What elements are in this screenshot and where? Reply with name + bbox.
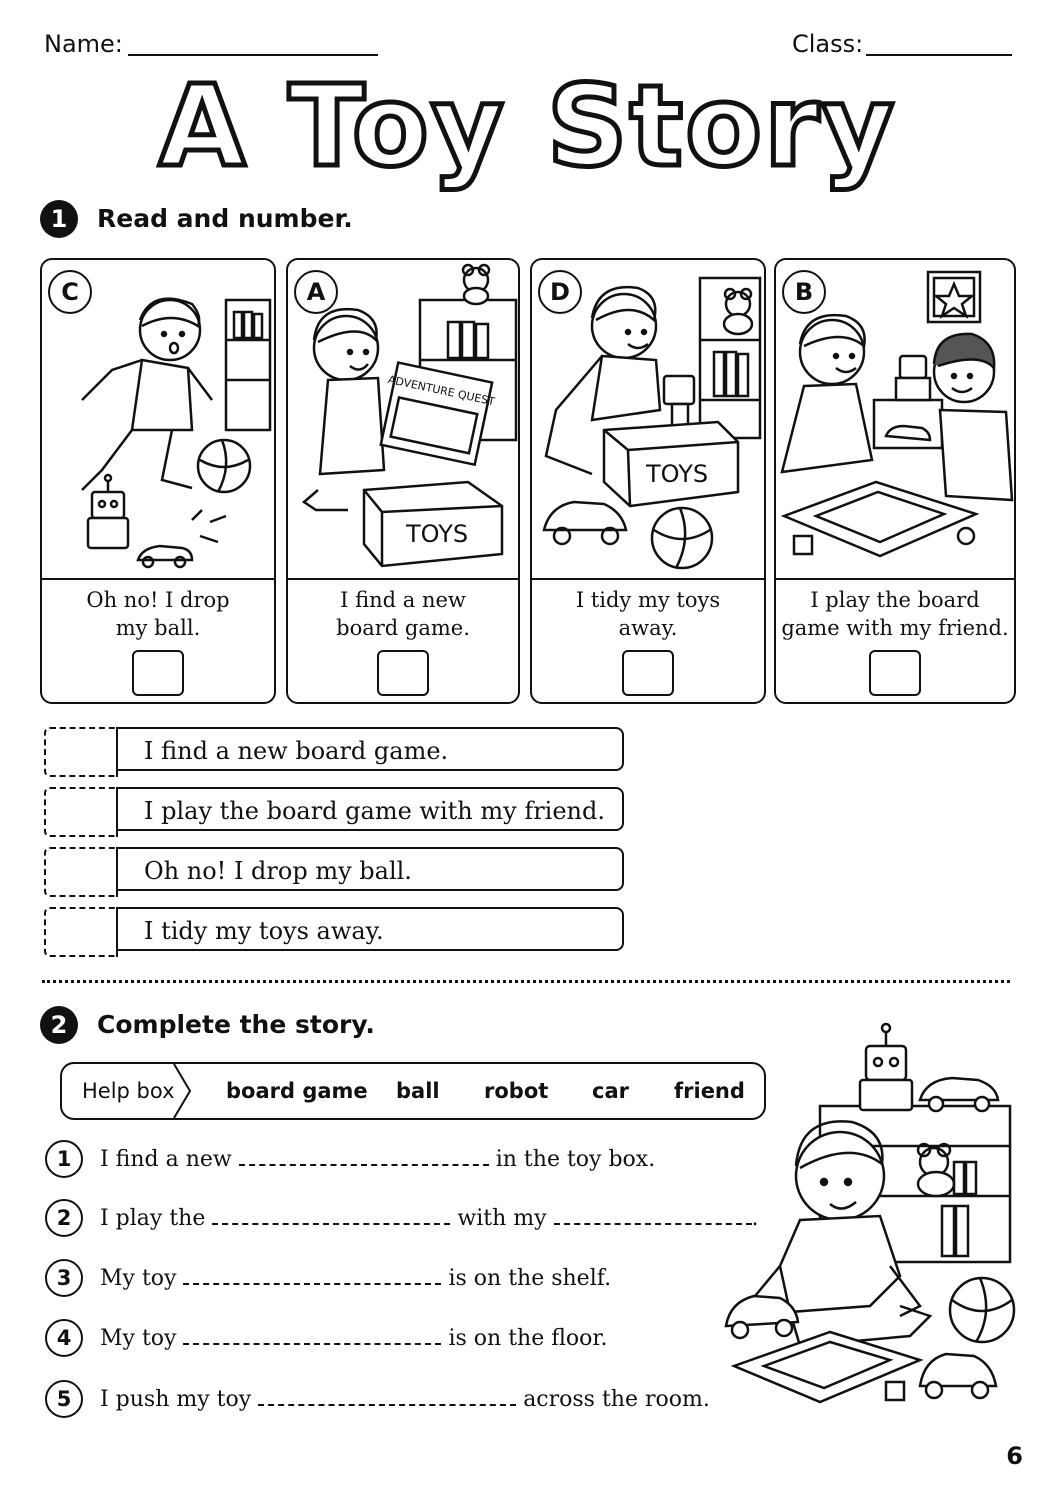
- chevron-right-icon: [170, 1064, 194, 1118]
- help-box-label: Help box: [82, 1079, 175, 1103]
- number-answer-box[interactable]: [377, 650, 429, 696]
- panel-letter-a: A: [294, 270, 338, 314]
- sentence-row-1: [44, 727, 624, 773]
- question-1: I find a new in the toy box.: [100, 1147, 656, 1172]
- panel-letter-c: C: [48, 270, 92, 314]
- question-4: My toy is on the floor.: [100, 1326, 608, 1351]
- help-box: [60, 1062, 766, 1120]
- help-word-ball: ball: [396, 1079, 440, 1103]
- question-3: My toy is on the shelf.: [100, 1266, 612, 1291]
- help-word-car: car: [592, 1079, 629, 1103]
- help-word-robot: robot: [484, 1079, 549, 1103]
- sentence-text: I tidy my toys away.: [116, 907, 624, 951]
- class-label: Class:: [792, 30, 864, 58]
- page-number: 6: [1006, 1442, 1023, 1470]
- toys-box-label: TOYS: [406, 520, 469, 548]
- panel-caption: I find a new board game.: [336, 588, 470, 640]
- question-number: 2: [45, 1199, 83, 1237]
- sentence-text: Oh no! I drop my ball.: [116, 847, 624, 891]
- story-panel-a: [286, 258, 520, 704]
- sentence-number-box[interactable]: [44, 847, 118, 897]
- name-label: Name:: [44, 30, 123, 58]
- game-box-label: ADVENTURE QUEST: [386, 372, 496, 409]
- story-panel-b: [774, 258, 1016, 704]
- boy-playing-with-toys-illustration: [720, 1016, 1020, 1416]
- question-number: 1: [45, 1140, 83, 1178]
- panel-letter-d: D: [538, 270, 582, 314]
- number-answer-box[interactable]: [622, 650, 674, 696]
- section-divider: [42, 980, 1010, 983]
- answer-blank[interactable]: [183, 1265, 441, 1285]
- sentence-number-box[interactable]: [44, 727, 118, 777]
- question-2: I play the with my .: [100, 1206, 759, 1231]
- question-number: 5: [45, 1380, 83, 1418]
- name-field[interactable]: [128, 54, 378, 56]
- story-panel-d: [530, 258, 766, 704]
- answer-blank[interactable]: [239, 1146, 489, 1166]
- story-panel-c: [40, 258, 276, 704]
- sentence-row-2: [44, 787, 624, 833]
- sentence-number-box[interactable]: [44, 787, 118, 837]
- question-number: 4: [45, 1319, 83, 1357]
- sentence-row-3: [44, 847, 624, 893]
- answer-blank[interactable]: [212, 1205, 450, 1225]
- question-5: I push my toy across the room.: [100, 1387, 710, 1412]
- section-1-number: 1: [40, 200, 78, 238]
- number-answer-box[interactable]: [132, 650, 184, 696]
- page-title: A Toy Story: [158, 62, 897, 192]
- number-answer-box[interactable]: [869, 650, 921, 696]
- sentence-number-box[interactable]: [44, 907, 118, 957]
- section-2-title: Complete the story.: [97, 1010, 375, 1039]
- panel-caption: I tidy my toys away.: [575, 588, 721, 640]
- class-field[interactable]: [866, 54, 1012, 56]
- panel-caption: I play the board game with my friend.: [781, 588, 1009, 640]
- answer-blank[interactable]: [183, 1325, 441, 1345]
- help-word-board-game: board game: [226, 1079, 368, 1103]
- section-1-title: Read and number.: [97, 204, 353, 233]
- section-2-number: 2: [40, 1006, 78, 1044]
- help-word-friend: friend: [674, 1079, 745, 1103]
- sentence-text: I play the board game with my friend.: [116, 787, 624, 831]
- panel-letter-b: B: [782, 270, 826, 314]
- sentence-text: I find a new board game.: [116, 727, 624, 771]
- question-number: 3: [45, 1259, 83, 1297]
- toys-box-label: TOYS: [646, 460, 709, 488]
- answer-blank[interactable]: [258, 1386, 516, 1406]
- panel-caption: Oh no! I drop my ball.: [86, 588, 230, 640]
- sentence-row-4: [44, 907, 624, 953]
